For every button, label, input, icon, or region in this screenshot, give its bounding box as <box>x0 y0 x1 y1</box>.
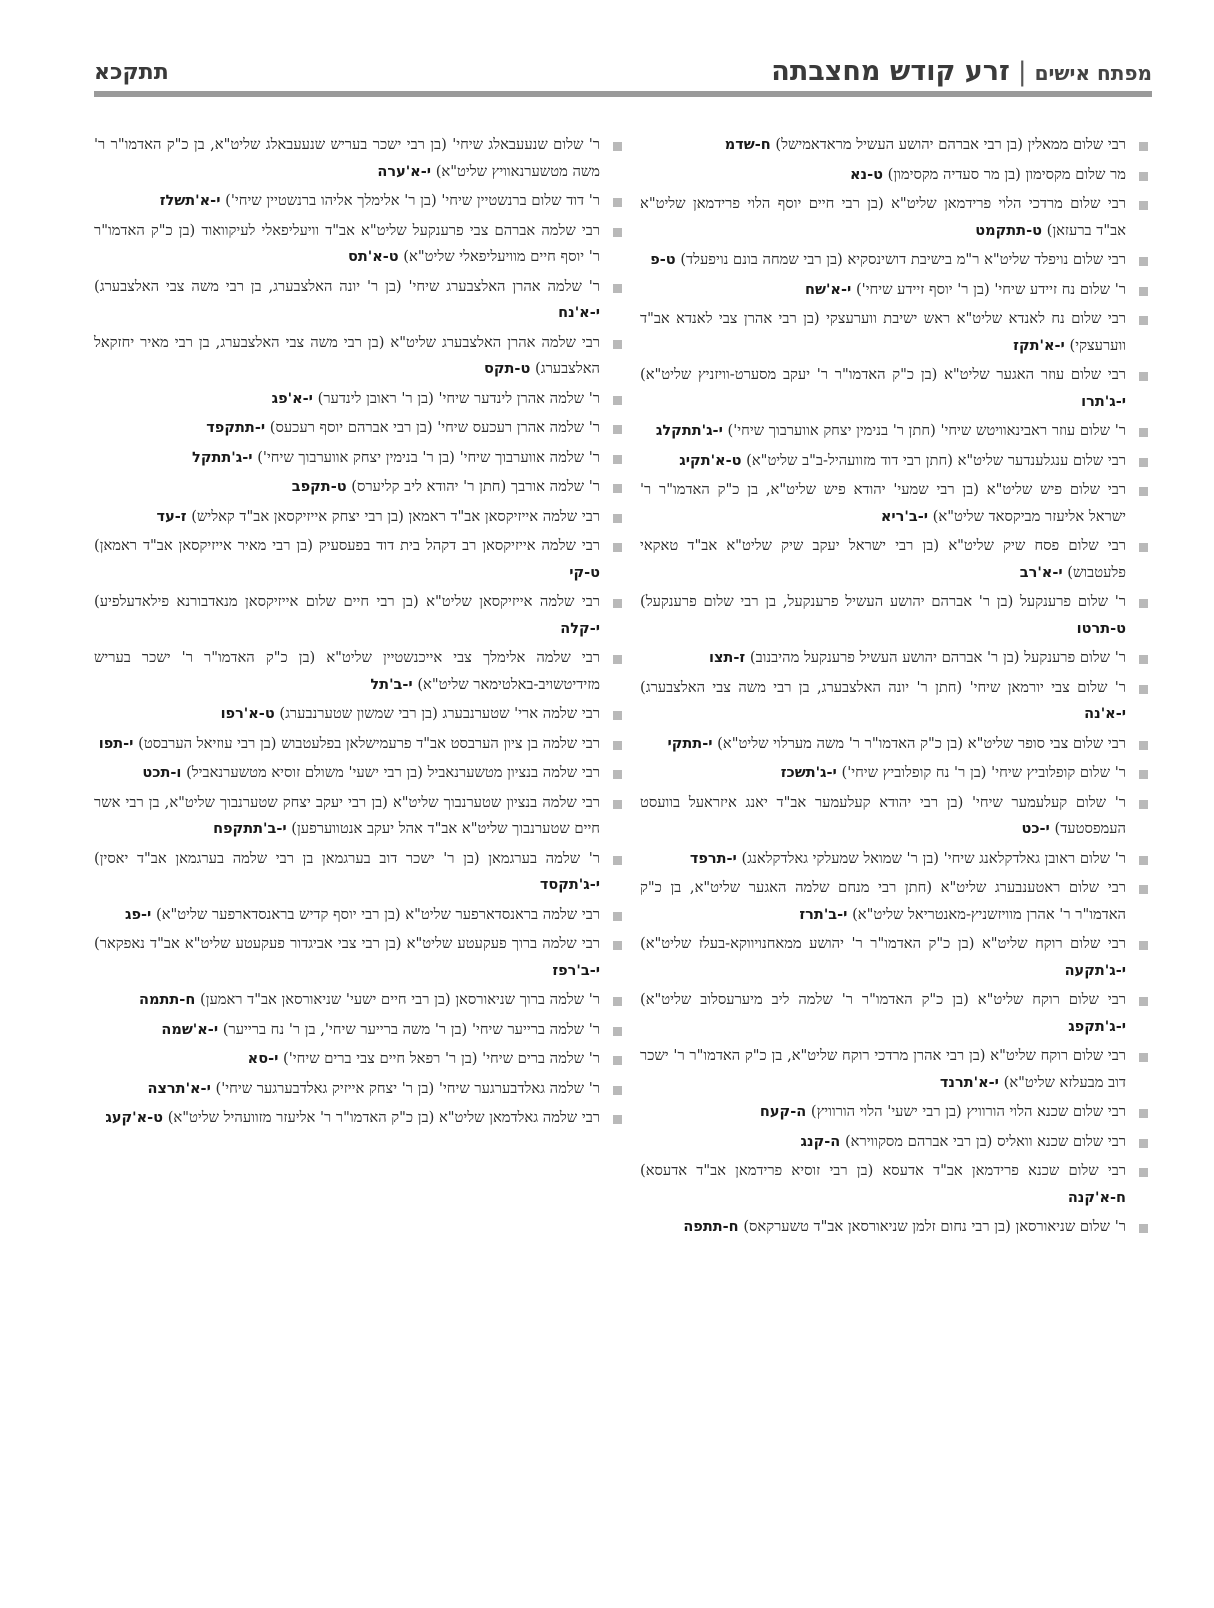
entry-reference: י-א'תרצה <box>147 1080 211 1097</box>
index-entry <box>94 790 626 843</box>
entry-reference: י-כט <box>1021 821 1050 837</box>
square-bullet-icon <box>613 856 622 865</box>
square-bullet-icon <box>1139 172 1148 181</box>
entry-text: רבי שלום רוקח שליט"א (בן כ"ק האדמו"ר ר' יהושע ממאחנויווקא-בעלז שליט"א) <box>640 935 1126 952</box>
entry-reference: י-ג'תרו <box>1081 393 1126 410</box>
square-bullet-icon <box>613 514 622 523</box>
square-bullet-icon <box>1139 1053 1148 1062</box>
entry-text: רבי שלום שכנא וואליס (בן רבי אברהם מסקווירא) <box>844 1132 1126 1150</box>
index-entry <box>640 277 1152 304</box>
square-bullet-icon <box>1139 941 1148 950</box>
entry-text: ר' שלום עוזר ראבינאוויטש שיחי' (חתן ר' בנימין יצחק אווערבוך שיחי') <box>727 422 1126 439</box>
entry-text: רבי שלמה בן ציון הערבסט אב"ד פרעמישלאן בפלעטבוש (בן רבי עוזיאל הערבסט) <box>138 734 600 752</box>
entry-reference: י-ב'תל <box>370 676 413 693</box>
square-bullet-icon <box>613 142 622 151</box>
index-entry <box>94 474 626 501</box>
entry-text: רבי שלמה אייזיקסאן שליט"א (בן רבי חיים שלום אייזיקסאן מנאדבורנא פילאדעלפיע) <box>94 593 600 610</box>
square-bullet-icon <box>613 1027 622 1036</box>
square-bullet-icon <box>1139 543 1148 552</box>
entry-text: מר שלום מקסימון (בן מר סעדיה מקסימון) <box>887 165 1126 183</box>
index-entry <box>640 931 1152 984</box>
index-entry <box>640 132 1152 159</box>
entry-text: רבי שלום פסח שיק שליט"א (בן רבי ישראל יעקב שיק שליט"א אב"ד טאקאי פלעטבוש) <box>640 537 1126 581</box>
square-bullet-icon <box>613 599 622 608</box>
entry-text: רבי שלום רוקח שליט"א (בן כ"ק האדמו"ר ר' שלמה ליב מיערעסלוב שליט"א) <box>640 991 1126 1008</box>
entry-text: רבי שלום מרדכי הלוי פרידמאן שליט"א (בן רבי חיים יוסף הלוי פרידמאן שליט"א אב"ד ברעזאן) <box>640 195 1126 239</box>
entry-text: רבי שלמה ארי' שטערנבערג (בן רבי שמשון שטערנבערג) <box>279 705 600 722</box>
square-bullet-icon <box>613 655 622 664</box>
entry-text: ר' שלום נח זיידע שיחי' (בן ר' יוסף זיידע שיחי') <box>855 280 1126 298</box>
entry-reference: י-א'נה <box>1084 706 1126 722</box>
entry-reference: י-א'פג <box>271 390 313 407</box>
index-entry <box>640 162 1152 189</box>
index-entry <box>94 1046 626 1073</box>
entry-text: רבי שלום נח לאנדא שליט"א ראש ישיבת ווערעצקי (בן רבי אהרן צבי לאנדא אב"ד ווערעצקי) <box>640 310 1126 354</box>
square-bullet-icon <box>1139 372 1148 381</box>
entry-reference: י-תפו <box>98 735 134 752</box>
square-bullet-icon <box>613 198 622 207</box>
entry-text: רבי שלום נויפלד שליט"א ר"מ בישיבת דושינסקיא (בן רבי שמחה בונם נויפעלד) <box>680 251 1126 268</box>
index-entry <box>640 1043 1152 1096</box>
entry-reference: ט-א'תס <box>348 249 399 265</box>
entry-reference: ט-תתקמט <box>975 222 1042 239</box>
entry-text: רבי שלמה אייזיקסאן רב דקהל בית דוד בפעסעיק (בן רבי מאיר אייזיקסאן אב"ד ראמאן) <box>94 537 600 554</box>
square-bullet-icon <box>1139 1109 1148 1118</box>
entry-text: רבי שלמה בראנסדארפער שליט"א (בן רבי יוסף קדיש בראנסדארפער שליט"א) <box>156 905 600 923</box>
entry-reference: ט-קי <box>569 564 600 581</box>
entry-text: רבי שלמה בנציון שטערנבוך שליט"א (בן רבי יעקב יצחק שטערנבוך שליט"א, בן רבי אשר חיים שטערנבוך שליט"א אב"ד אהל יעקב אנטווערפען) <box>94 793 600 837</box>
square-bullet-icon <box>613 1115 622 1124</box>
entry-text: רבי שלמה אהרן האלצבערג שליט"א (בן רבי משה צבי האלצבערג, בן רבי מאיר יחזקאל האלצבערג) <box>94 333 600 377</box>
entry-reference: ז-עד <box>156 508 187 525</box>
entry-reference: ו-תכט <box>142 765 182 781</box>
index-entry <box>94 902 626 929</box>
entry-text: ר' שלמה אהרן לינדער שיחי' (בן ר' ראובן לינדער) <box>317 389 600 407</box>
entry-text: רבי שלמה אברהם צבי פרענקעל שליט"א אב"ד וויעליפאלי לעיקוואוד (בן כ"ק האדמו"ר ר' יוסף חיים מוויעליפאלי שליט"א) <box>94 221 600 265</box>
index-entry <box>94 931 626 984</box>
entry-text: ר' שלום פרענקעל (בן ר' אברהם יהושע העשיל פרענקעל מהיבנוב) <box>749 649 1126 666</box>
index-column-left <box>94 132 626 1135</box>
square-bullet-icon <box>1139 1224 1148 1233</box>
index-entry <box>640 731 1152 758</box>
entry-text: רבי שלמה ברוך פעקעטע שליט"א (בן רבי צבי אביגדור פעקעטע שליט"א אב"ד נאפקאר) <box>94 935 600 952</box>
entry-reference: ט-פ <box>650 252 676 268</box>
entry-text: ר' שלמה ברים שיחי' (בן ר' רפאל חיים צבי ברים שיחי') <box>283 1050 600 1067</box>
index-entry <box>94 731 626 758</box>
square-bullet-icon <box>1139 997 1148 1006</box>
square-bullet-icon <box>613 455 622 464</box>
entry-reference: ה-קנג <box>800 1133 841 1150</box>
index-entry <box>94 1017 626 1044</box>
square-bullet-icon <box>613 711 622 720</box>
square-bullet-icon <box>613 228 622 237</box>
square-bullet-icon <box>613 997 622 1006</box>
square-bullet-icon <box>613 1056 622 1065</box>
index-entry <box>640 1099 1152 1126</box>
index-entry <box>94 218 626 271</box>
entry-reference: י-א'שח <box>805 281 852 298</box>
square-bullet-icon <box>613 941 622 950</box>
index-entry <box>640 1214 1152 1241</box>
entry-text: רבי שלום ראטענבערג שליט"א (חתן רבי מנחם שלמה האגער שליט"א, בן כ"ק האדמו"ר ר' אהרן מוויזשניץ-מאנטריאל שליט"א) <box>640 879 1126 923</box>
entry-text: רבי שלמה אלימלך צבי אייכנשטיין שליט"א (בן כ"ק האדמו"ר ר' ישכר בעריש מזידיטשויב-באלטימאר שליט"א) <box>94 649 600 693</box>
entry-text: ר' שלמה גאלדבערגער שיחי' (בן ר' יצחק אייזיק גאלדבערגער שיחי') <box>215 1079 600 1097</box>
entry-reference: י-א'ערה <box>377 163 432 180</box>
entry-reference: ח-א'קנה <box>1067 1189 1126 1206</box>
entry-reference: י-א'רב <box>1019 564 1063 581</box>
square-bullet-icon <box>1139 741 1148 750</box>
square-bullet-icon <box>1139 1139 1148 1148</box>
entry-reference: י-ג'תשכז <box>780 765 837 781</box>
entry-text: רבי שלום ענגלענדער שליט"א (חתן רבי דוד מזוועהיל-ב"ב שליט"א) <box>746 451 1126 469</box>
index-entry <box>640 306 1152 359</box>
index-entry <box>640 790 1152 843</box>
square-bullet-icon <box>1139 655 1148 664</box>
index-entry <box>640 846 1152 873</box>
entry-text: ר' שלמה ברוך שניאורסאן (בן רבי חיים ישעי' שניאורסאן אב"ד ראמען) <box>199 991 600 1008</box>
entry-reference: ט-א'קעג <box>105 1110 164 1126</box>
square-bullet-icon <box>613 800 622 809</box>
index-entry <box>640 362 1152 415</box>
index-entry <box>640 1158 1152 1211</box>
index-entry <box>94 1076 626 1103</box>
square-bullet-icon <box>613 770 622 779</box>
entry-text: רבי שלמה גאלדמאן שליט"א (בן כ"ק האדמו"ר ר' אליעזר מזוועהיל שליט"א) <box>167 1109 600 1126</box>
square-bullet-icon <box>1139 316 1148 325</box>
index-entry <box>94 386 626 413</box>
section-title: מפתח אישים <box>1034 61 1152 85</box>
index-entry <box>640 675 1152 728</box>
entry-reference: י-ב'תתקפח <box>213 821 287 837</box>
entry-text: רבי שלמה אייזיקסאן אב"ד ראמאן (בן רבי יצחק אייזיקסאן אב"ד קאליש) <box>191 507 600 525</box>
book-title: זרע קודש מחצבתה <box>771 56 1010 87</box>
entry-text: ר' שלמה בערגמאן (בן ר' ישכר דוב בערגמאן בן רבי שלמה בערגמאן אב"ד יאסין) <box>94 849 600 867</box>
entry-text: ר' שלום צבי יורמאן שיחי' (חתן ר' יונה האלצבערג, בן רבי משה צבי האלצבערג) <box>640 678 1126 696</box>
entry-text: ר' שלום ראובן גאלדקלאנג שיחי' (בן ר' שמואל שמעלקי גאלדקלאנג) <box>741 849 1126 867</box>
entry-text: ר' שלמה אהרן רעכעס שיחי' (בן רבי אברהם יוסף רעכעס) <box>269 419 600 436</box>
index-entry <box>94 533 626 586</box>
square-bullet-icon <box>613 1086 622 1095</box>
entry-text: רבי שלום רוקח שליט"א (בן רבי אהרן מרדכי רוקח שליט"א, בן כ"ק האדמו"ר ר' ישכר דוב מבעלזא שליט"א) <box>640 1047 1126 1091</box>
square-bullet-icon <box>1139 487 1148 496</box>
index-entry <box>640 477 1152 530</box>
square-bullet-icon <box>1139 287 1148 296</box>
entry-reference: י-א'תשלז <box>159 193 221 209</box>
entry-text: ר' דוד שלום ברנשטיין שיחי' (בן ר' אלימלך אליהו ברנשטיין שיחי') <box>225 192 600 209</box>
entry-reference: י-א'שמה <box>161 1021 219 1038</box>
square-bullet-icon <box>1139 257 1148 266</box>
header-separator: | <box>1017 57 1027 87</box>
entry-reference: ט-א'תקיג <box>679 452 742 469</box>
entry-reference: ט-תקס <box>484 361 531 377</box>
entry-reference: י-סא <box>247 1051 279 1067</box>
square-bullet-icon <box>1139 428 1148 437</box>
entry-reference: י-ב'רפז <box>552 962 600 979</box>
index-entry <box>94 846 626 899</box>
square-bullet-icon <box>1139 201 1148 210</box>
entry-reference: י-ב'תרז <box>799 906 848 923</box>
entry-reference: ז-תצו <box>708 650 746 666</box>
index-entry <box>94 188 626 215</box>
entry-text: רבי שלום שכנא פרידמאן אב"ד אדעסא (בן רבי זוסיא פרידמאן אב"ד אדעסא) <box>640 1162 1126 1179</box>
index-entry <box>94 415 626 442</box>
square-bullet-icon <box>613 543 622 552</box>
index-entry <box>94 1105 626 1132</box>
index-entry <box>94 987 626 1014</box>
index-entry <box>640 987 1152 1040</box>
entry-reference: ט-תקפב <box>291 479 347 495</box>
entry-text: ר' שלום פרענקעל (בן ר' אברהם יהושע העשיל פרענקעל, בן רבי שלום פרענקעל) <box>640 593 1126 610</box>
square-bullet-icon <box>1139 800 1148 809</box>
entry-reference: י-תתקפד <box>206 420 266 436</box>
index-entry <box>94 445 626 472</box>
square-bullet-icon <box>1139 856 1148 865</box>
entry-reference: י-א'נח <box>558 305 600 321</box>
index-entry <box>640 1129 1152 1156</box>
index-entry <box>94 760 626 787</box>
entry-reference: ח-שדמ <box>724 137 771 153</box>
index-entry <box>640 191 1152 244</box>
square-bullet-icon <box>1139 885 1148 894</box>
entry-reference: י-ב'ריא <box>880 508 928 525</box>
entry-text: ר' שלום קופלוביץ שיחי' (בן ר' נח קופלוביץ שיחי') <box>841 764 1126 781</box>
entry-reference: ח-תתמה <box>139 992 196 1008</box>
entry-reference: ט-א'רפו <box>220 706 275 722</box>
index-entry <box>94 701 626 728</box>
index-entry <box>640 760 1152 787</box>
square-bullet-icon <box>1139 685 1148 694</box>
entry-text: ר' שלום קעלעמער שיחי' (בן רבי יהודא קעלעמער אב"ד יאנג איזראעל בוועסט העמפסטעד) <box>640 793 1126 837</box>
index-entry <box>94 330 626 383</box>
entry-reference: י-קלה <box>560 620 600 637</box>
square-bullet-icon <box>613 484 622 493</box>
index-entry <box>640 589 1152 642</box>
index-entry <box>94 589 626 642</box>
entry-reference: י-ג'תתקלג <box>655 423 723 439</box>
square-bullet-icon <box>613 741 622 750</box>
square-bullet-icon <box>1139 770 1148 779</box>
index-entry <box>640 533 1152 586</box>
entry-text: רבי שלום פיש שליט"א (בן רבי שמעי' יהודא פיש שליט"א, בן כ"ק האדמו"ר ר' ישראל אליעזר מביקסאד שליט"א) <box>640 481 1126 525</box>
entry-reference: י-תרפד <box>689 850 737 867</box>
square-bullet-icon <box>613 284 622 293</box>
square-bullet-icon <box>1139 458 1148 467</box>
entry-reference: ח-תתפה <box>683 1219 739 1235</box>
index-entry <box>94 504 626 531</box>
entry-text: ר' שלמה ברייער שיחי' (בן ר' משה ברייער שיחי', בן ר' נח ברייער) <box>222 1020 600 1038</box>
entry-text: ר' שלום שנעעבאלג שיחי' (בן רבי ישכר בעריש שנעעבאלג שליט"א, בן כ"ק האדמו"ר ר' משה מטשערנאוויץ שליט"א) <box>94 136 600 180</box>
entry-text: ר' שלמה אווערבוך שיחי' (בן ר' בנימין יצחק אווערבוך שיחי') <box>257 448 600 466</box>
square-bullet-icon <box>613 396 622 405</box>
square-bullet-icon <box>613 340 622 349</box>
square-bullet-icon <box>1139 1168 1148 1177</box>
page-number: תתקכא <box>94 60 169 85</box>
entry-text: רבי שלום שכנא הלוי הורוויץ (בן רבי ישעי' הלוי הורוויץ) <box>810 1103 1126 1120</box>
entry-reference: י-ג'תקסד <box>539 877 600 893</box>
index-entry <box>640 645 1152 672</box>
square-bullet-icon <box>1139 599 1148 608</box>
entry-text: ר' שלמה אהרן האלצבערג שיחי' (בן ר' יונה האלצבערג, בן רבי משה צבי האלצבערג) <box>94 277 600 295</box>
entry-reference: ט-תרטו <box>1076 620 1126 637</box>
entry-text: רבי שלום צבי סופר שליט"א (בן כ"ק האדמו"ר ר' משה מערלוי שליט"א) <box>717 734 1126 752</box>
index-entry <box>94 274 626 327</box>
index-entry <box>640 418 1152 445</box>
entry-reference: י-ג'תקעה <box>1064 962 1126 979</box>
header-rule <box>94 91 1152 97</box>
entry-reference: י-פג <box>125 906 152 923</box>
entry-text: ר' שלמה אורבך (חתן ר' יהודא ליב קליערס) <box>351 478 600 495</box>
entry-reference: י-ג'תתקל <box>192 449 253 466</box>
entry-reference: י-ג'תקפג <box>1068 1018 1126 1035</box>
square-bullet-icon <box>1139 142 1148 151</box>
entry-reference: י-א'תרנד <box>939 1074 999 1091</box>
header-titles <box>771 56 1152 87</box>
square-bullet-icon <box>613 912 622 921</box>
entry-text: רבי שלום עוזר האגער שליט"א (בן כ"ק האדמו"ר ר' יעקב מסערט-וויזניץ שליט"א) <box>640 366 1126 383</box>
entry-text: ר' שלום שניאורסאן (בן רבי נחום זלמן שניאורסאן אב"ד טשערקאס) <box>743 1218 1126 1235</box>
entry-reference: י-א'תקז <box>1013 337 1065 354</box>
index-column-right <box>640 132 1152 1244</box>
square-bullet-icon <box>613 425 622 434</box>
index-entry <box>94 645 626 698</box>
entry-reference: ט-נא <box>850 166 883 183</box>
index-entry <box>640 875 1152 928</box>
entry-reference: ה-קעח <box>759 1104 807 1120</box>
index-entry <box>94 132 626 185</box>
entry-reference: י-תתקי <box>667 735 713 752</box>
index-entry <box>640 247 1152 274</box>
entry-text: רבי שלמה בנציון מטשערנאביל (בן רבי ישעי' משולם זוסיא מטשערנאביל) <box>186 764 600 781</box>
index-entry <box>640 448 1152 475</box>
entry-text: רבי שלום ממאלין (בן רבי אברהם יהושע העשיל מראדאמישל) <box>775 136 1126 153</box>
